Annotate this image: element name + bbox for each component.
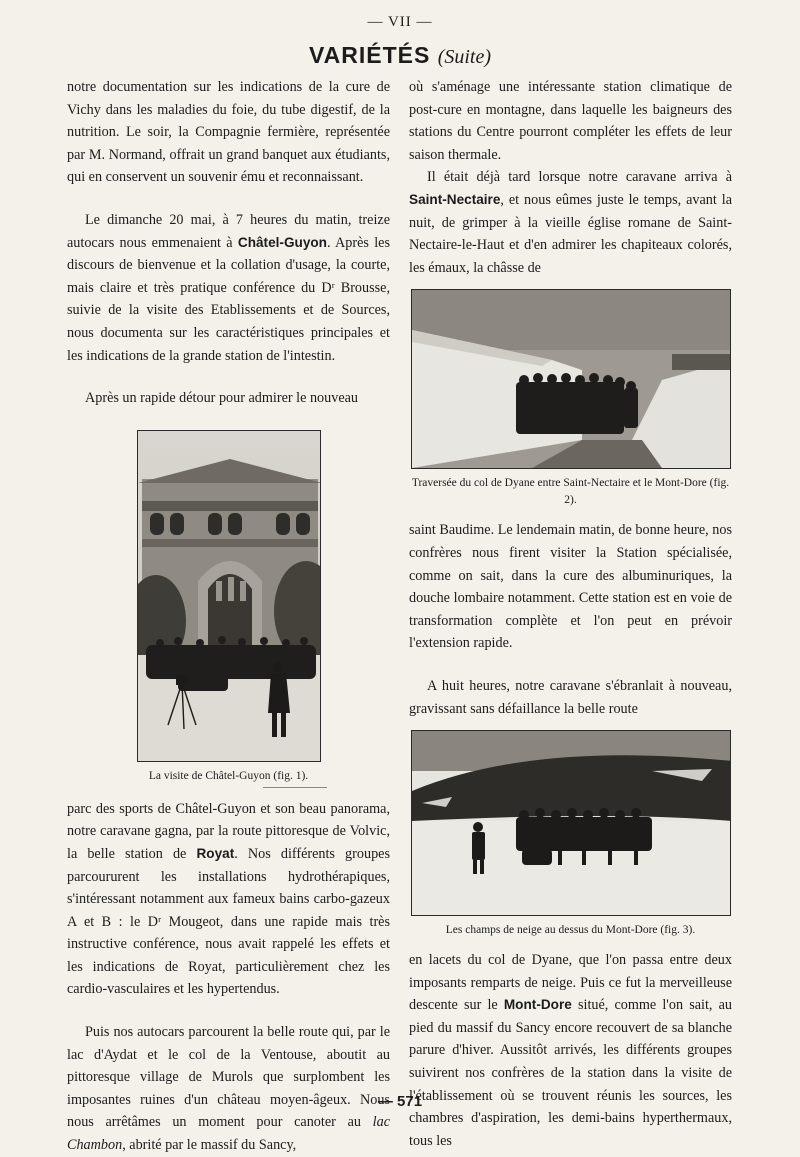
photo-col-de-dyane <box>411 289 731 469</box>
right-paragraph-3: saint Baudime. Le lendemain matin, de bonne heure, nos confrères nous firent visiter la Station spécialisée, comme on sait, dans la cure des albuminuriques, la douche lombaire notamment. Cette station est en voie de transformation complète et l'on peut en prévoir l'extension rapide. <box>409 522 732 652</box>
place-saint-nectaire: Saint-Nectaire <box>409 191 501 207</box>
right-column <box>409 76 732 1152</box>
photo-champs-de-neige <box>411 730 731 916</box>
left-paragraph-5-text-a: Puis nos autocars parcourent la belle route qui, par le lac d'Aydat et le col de la Ventouse, aboutit au pittoresque village de Murols que surplombent les imposantes ruines d'un château moyen-âgeux. Nous nous arrêtâmes un moment pour canoter au <box>67 1024 390 1131</box>
left-paragraph-4 <box>67 798 390 1001</box>
place-royat: Royat <box>196 845 235 861</box>
figure-2 <box>411 289 731 509</box>
right-paragraph-2-text-a: Il était déjà tard lorsque notre caravane arriva à <box>427 169 732 186</box>
place-chatel-guyon: Châtel-Guyon <box>237 234 327 250</box>
left-paragraph-5 <box>67 1021 390 1157</box>
right-paragraph-5-text-b: situé, comme l'on sait, au pied du massif du Sancy encore recouvert de sa blanche parure d'hiver. Aussitôt arrivés, les différents groupes suivirent nos confrères de la station dans la visite de l'établissement où se trouvent réunis les sources, les chambres d'aspiration, les demi-bains hyperthermaux, tous les <box>409 997 732 1149</box>
left-paragraph-5-text-b: , abrité par le massif du Sancy, <box>122 1137 297 1154</box>
right-paragraph-1: où s'aménage une intéressante station climatique de post-cure en montagne, dans laquelle les baigneurs des stations du Centre pourront compléter les effets de leur saison thermale. <box>409 79 732 163</box>
right-paragraph-2-text-b: , et nous eûmes juste le temps, avant la nuit, de grimper à la vieille église romane de Saint-Nectaire-le-Haut et d'en admirer les chapiteaux colorés, les émaux, la châsse de <box>409 191 732 276</box>
section-title-text: VARIÉTÉS <box>308 42 431 68</box>
left-paragraph-4-text-a: parc des sports de Châtel-Guyon et son beau panorama, notre caravane gagna, par la route pittoresque de Volvic, la belle station de <box>67 800 390 862</box>
right-paragraph-5-text-a: en lacets du col de Dyane, que l'on passa entre deux imposants remparts de neige. Puis ce fut la merveilleuse descente sur le <box>409 952 732 1014</box>
left-paragraph-4-text-b: . Nos différents groupes parcoururent les installations hydrothérapiques, s'intéressant notamment aux fameux bains carbo-gazeux A et B : le Dʳ Mougeot, dans une rapide mais très instructive conférence, nous avait rappelé les effets et les indications de Royat, particulièrement chez les cardio-vasculaires et les hypertendus. <box>67 845 390 998</box>
place-mont-dore: Mont-Dore <box>503 997 572 1013</box>
caption-rule <box>263 787 327 788</box>
left-paragraph-2-text-a: Le dimanche 20 mai, à 7 heures du matin, treize autocars nous emmenaient à <box>67 211 390 251</box>
section-title <box>0 42 800 69</box>
figure-1-caption: La visite de Châtel-Guyon (fig. 1). <box>148 769 309 782</box>
right-paragraph-5 <box>409 949 732 1152</box>
left-paragraph-2 <box>67 209 390 367</box>
page-number-top: — VII — <box>367 14 433 30</box>
section-subtitle: (Suite) <box>437 46 492 68</box>
page-number-bottom: — 571 <box>377 1093 423 1110</box>
left-paragraph-3: Après un rapide détour pour admirer le nouveau <box>85 390 359 407</box>
right-paragraph-4: A huit heures, notre caravane s'ébranlait à nouveau, gravissant sans défaillance la belle route <box>409 677 732 717</box>
photo-chatel-guyon <box>137 430 321 762</box>
place-lac-chambon: lac Chambon <box>67 1114 390 1154</box>
figure-1 <box>137 430 321 785</box>
figure-3 <box>411 730 731 939</box>
figure-3-caption: Les champs de neige au dessus du Mont-Dore (fig. 3). <box>445 924 696 937</box>
right-paragraph-2 <box>409 166 732 279</box>
left-paragraph-2-text-b: . Après les discours de bienvenue et la collation d'usage, la courte, mais claire et très pratique conférence du Dʳ Brousse, suivie de la visite des Etablissements et de Sources, nous documenta sur les caractéristiques principales et les indications de la grande station de l'intestin. <box>67 234 390 364</box>
left-column <box>67 76 390 1157</box>
figure-2-caption: Traversée du col de Dyane entre Saint-Nectaire et le Mont-Dore (fig. 2). <box>411 477 730 507</box>
left-paragraph-1: notre documentation sur les indications de la cure de Vichy dans les maladies du foie, du tube digestif, de la nutrition. Le soir, la Compagnie fermière, représentée par M. Normand, offrait un grand banquet aux étudiants, qui en conservent un souvenir ému et reconnaissant. <box>67 79 390 186</box>
